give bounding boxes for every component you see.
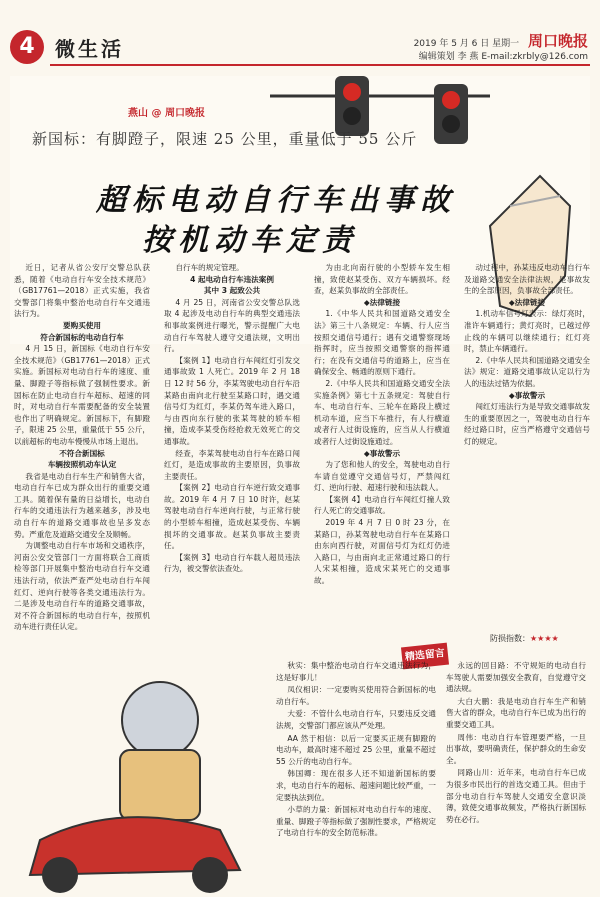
article-column-2 <box>164 262 300 640</box>
email: E-mail:zkrbly@126.com <box>481 52 588 62</box>
comment: 大白大鹏：我是电动自行车生产和销售大省的群众，电动自行车已成为出行的重要交通工具。 <box>446 696 586 729</box>
traffic-light-left <box>335 76 369 136</box>
paragraph: 【案例 4】电动自行车闯红灯撞人致行人死亡的交通事故。 <box>314 494 450 516</box>
comments-badge: 精选留言 <box>401 643 449 670</box>
paragraph: 4 月 25 日，河南省公安交警总队选取 4 起涉及电动自行车的典型交通违法和事故案例进行曝光，警示提醒广大电动自行车驾驶人遵守交通法规，文明出行。 <box>164 297 300 354</box>
header-rule <box>50 64 590 66</box>
subtitle: 新国标：有脚蹬子，限速 25 公里，重量低于 55 公斤 <box>32 130 418 148</box>
section-heading: ◆法律链接 <box>508 297 546 307</box>
traffic-light-right <box>434 84 468 144</box>
section-heading: 其中 3 起致公共 <box>203 286 261 296</box>
page-number: 4 <box>10 30 44 64</box>
paragraph: 为了您和他人的安全，驾驶电动自行车请自觉遵守交通信号灯，严禁闯红灯、逆向行驶、超速行驶和违法载人。 <box>314 460 450 493</box>
brand-logo: 周口晚报 <box>527 32 588 50</box>
illustration-credit: 燕山 @ 周口晚报 <box>128 108 205 119</box>
comment: 凤仪相识：一定要购买使用符合新国标的电动自行车。 <box>276 685 436 706</box>
comments-column-2 <box>446 660 586 885</box>
paragraph: 动过程中，孙某违反电动车自行车及道路交通安全法律法规，是事故发生的全部原因，负事故全部责任。 <box>464 263 590 296</box>
paragraph: 自行车的规定管理。 <box>175 263 244 272</box>
paragraph: 4 月 15 日，新国标《电动自行车安全技术规范》（GB17761—2018）正式实施。新国标对电动自行车的速度、重量、脚蹬子等指标做了强制性要求。新国标在防止电动自行车超标、超速的同时，对电动自行车需要配备的安全装置也作出了明确规定。新国标下，有脚蹬子，限速 25 公里，重量低于 55 公斤，以前超标的电动车慢慢从市场上退出。 <box>14 344 150 446</box>
article-body <box>14 262 590 642</box>
paragraph: 1.机动车信号灯表示：绿灯亮时，准许车辆通行；黄灯亮时，已越过停止线的车辆可以继续通行；红灯亮时，禁止车辆通行。 <box>464 309 590 354</box>
paragraph: 2.《中华人民共和国道路交通安全法》规定：道路交通事故认定以行为人的违法过错为依据。 <box>464 355 590 388</box>
comment: 永远的回目路：不守规矩的电动自行车驾驶人需要加强安全教育，自觉遵守交通法规。 <box>446 661 586 694</box>
article-column-1 <box>14 262 150 640</box>
comment: 韩国卿：现在很多人还不知道新国标的要求，电动自行车的超标、超速问题比较严重，一定要执法到位。 <box>276 769 436 802</box>
paragraph: 1.《中华人民共和国道路交通安全法》第三十八条规定：车辆、行人应当按照交通信号通行；遇有交通警察现场指挥时，应当按照交通警察的指挥通行；在没有交通信号的道路上，应当在确保安全、畅通的原则下通行。 <box>314 309 450 377</box>
section-heading: 符合新国标的电动自行车 <box>40 332 124 342</box>
comments-column-1 <box>276 660 436 885</box>
comment: AA 然于相信：以后一定要买正规有脚蹬的电动车，最高时速不超过 25 公里，重量不超过 55 公斤的电动自行车。 <box>276 733 436 766</box>
paragraph: 为调整电动自行车市场和交通秩序，河南公安交管部门一方面将联合工商质检等部门开展集中整治电动自行车交通违法行动，依法严查严处电动自行车闯红灯、逆向行驶等各类交通违法行为。二是涉及电动自行车的道路交通事故，对不符合新国标的电动自行车，按照机动车进行责任认定。 <box>14 541 150 632</box>
paragraph: 【案例 3】电动自行车载人超员违法行为，被交警依法查处。 <box>164 552 300 574</box>
page-header <box>0 0 600 76</box>
headline-line-2: 按机动车定责 <box>142 223 358 258</box>
rating-label: 防损指数： <box>490 634 530 643</box>
scooter-rider-illustration <box>0 640 270 893</box>
section-heading: 不符合新国标 <box>59 448 105 458</box>
paragraph: 经查，李某驾驶电动自行车在路口闯红灯，是造成事故的主要原因，负事故主要责任。 <box>164 448 300 481</box>
issue-meta <box>414 30 588 64</box>
paragraph: 近日，记者从省公安厅交警总队获悉，随着《电动自行车安全技术规范》（GB17761—2018）正式实施，我省交警部门将集中整治电动自行车交通违法行为。 <box>14 263 150 319</box>
section-heading: ◆法律链接 <box>363 297 401 307</box>
article-column-3 <box>314 262 450 640</box>
column-title: 微生活 <box>55 37 124 61</box>
issue-date: 2019 年 5 月 6 日 星期一 <box>413 39 520 49</box>
article-column-4 <box>464 262 590 640</box>
paragraph: 【案例 1】电动自行车闯红灯引发交通事故致 1 人死亡。2019 年 2 月 18 日 12 时 56 分，李某驾驶电动自行车沿某路由南向北行驶至某路口时，遇交通信号灯为红灯，李某仍驾车进入路口，与由西向东行驶的张某驾驶的轿车相撞，造成李某受伤经抢救无效死亡的交通事故。 <box>164 355 300 446</box>
headline-line-1: 超标电动自行车出事故 <box>96 183 456 218</box>
section-heading: 车辆按照机动车认定 <box>47 460 117 470</box>
comment: 大爱：不管什么电动自行车，只要违反交通法规，交警部门都应该从严处理。 <box>276 709 436 730</box>
section-heading: 要购买使用 <box>63 320 101 330</box>
editor-credit: 编辑策划 李 燕 <box>418 52 479 62</box>
rating-stars: ★★★★ <box>530 634 559 643</box>
paragraph: 我省是电动自行车生产和销售大省，电动自行车已成为群众出行的重要交通工具。随着保有量的日益增长，电动自行车的交通违法行为越来越多，涉及电动自行车的道路交通事故也呈多发态势。严重危及道路交通安全及顺畅。 <box>14 471 150 539</box>
comment: 小草的力量：新国标对电动自行车的速度、重量、脚蹬子等指标做了强制性要求，严格规定了电动自行车的安全防范标准。 <box>276 805 436 838</box>
paragraph: 为由北向南行驶的小型轿车发生相撞，致使赵某受伤、双方车辆损坏。经查，赵某负事故的全部责任。 <box>314 263 450 296</box>
paragraph: 闯红灯违法行为是导致交通事故发生的重要原因之一，驾驶电动自行车经过路口时，应当严格遵守交通信号灯的规定。 <box>464 402 590 446</box>
comment: 同路山川：近年来，电动自行车已成为很多市民出行的首选交通工具。但由于部分电动自行车驾驶人交通安全意识淡薄，致使交通事故频发，严格执行新国标势在必行。 <box>446 768 586 824</box>
section-heading: ◆事故警示 <box>508 390 546 400</box>
section-heading: ◆事故警示 <box>363 448 401 458</box>
comment: 秋实：集中整治电动自行车交通违法行为，这是好事儿！ <box>276 661 436 682</box>
paragraph: 【案例 2】电动自行车逆行致交通事故。2019 年 4 月 7 日 10 时许，赵某驾驶电动自行车逆向行驶，与正常行驶的小型轿车相撞，造成赵某受伤、车辆损坏的交通事故。赵某负事故主要责任。 <box>164 483 300 551</box>
paragraph: 2019 年 4 月 7 日 0 时 23 分，在某路口，孙某驾驶电动自行车在某路口由东向西行驶，对面信号灯为红灯仍进入路口，与由南向北正常通过路口的行人宋某相撞，造成宋某死亡的交通事故。 <box>314 518 450 586</box>
comment: 周伟：电动自行车管理要严格，一旦出事故，要明确责任，保护群众的生命安全。 <box>446 732 586 765</box>
paragraph: 2.《中华人民共和国道路交通安全法实施条例》第七十五条规定：驾驶自行车、电动自行车、三轮车在路段上横过机动车道，应当下车推行，有人行横道或者行人过街设施的，应当从人行横道或者行人过街设施通过。 <box>314 378 450 446</box>
section-heading: 4 起电动自行车违法案例 <box>190 274 274 284</box>
